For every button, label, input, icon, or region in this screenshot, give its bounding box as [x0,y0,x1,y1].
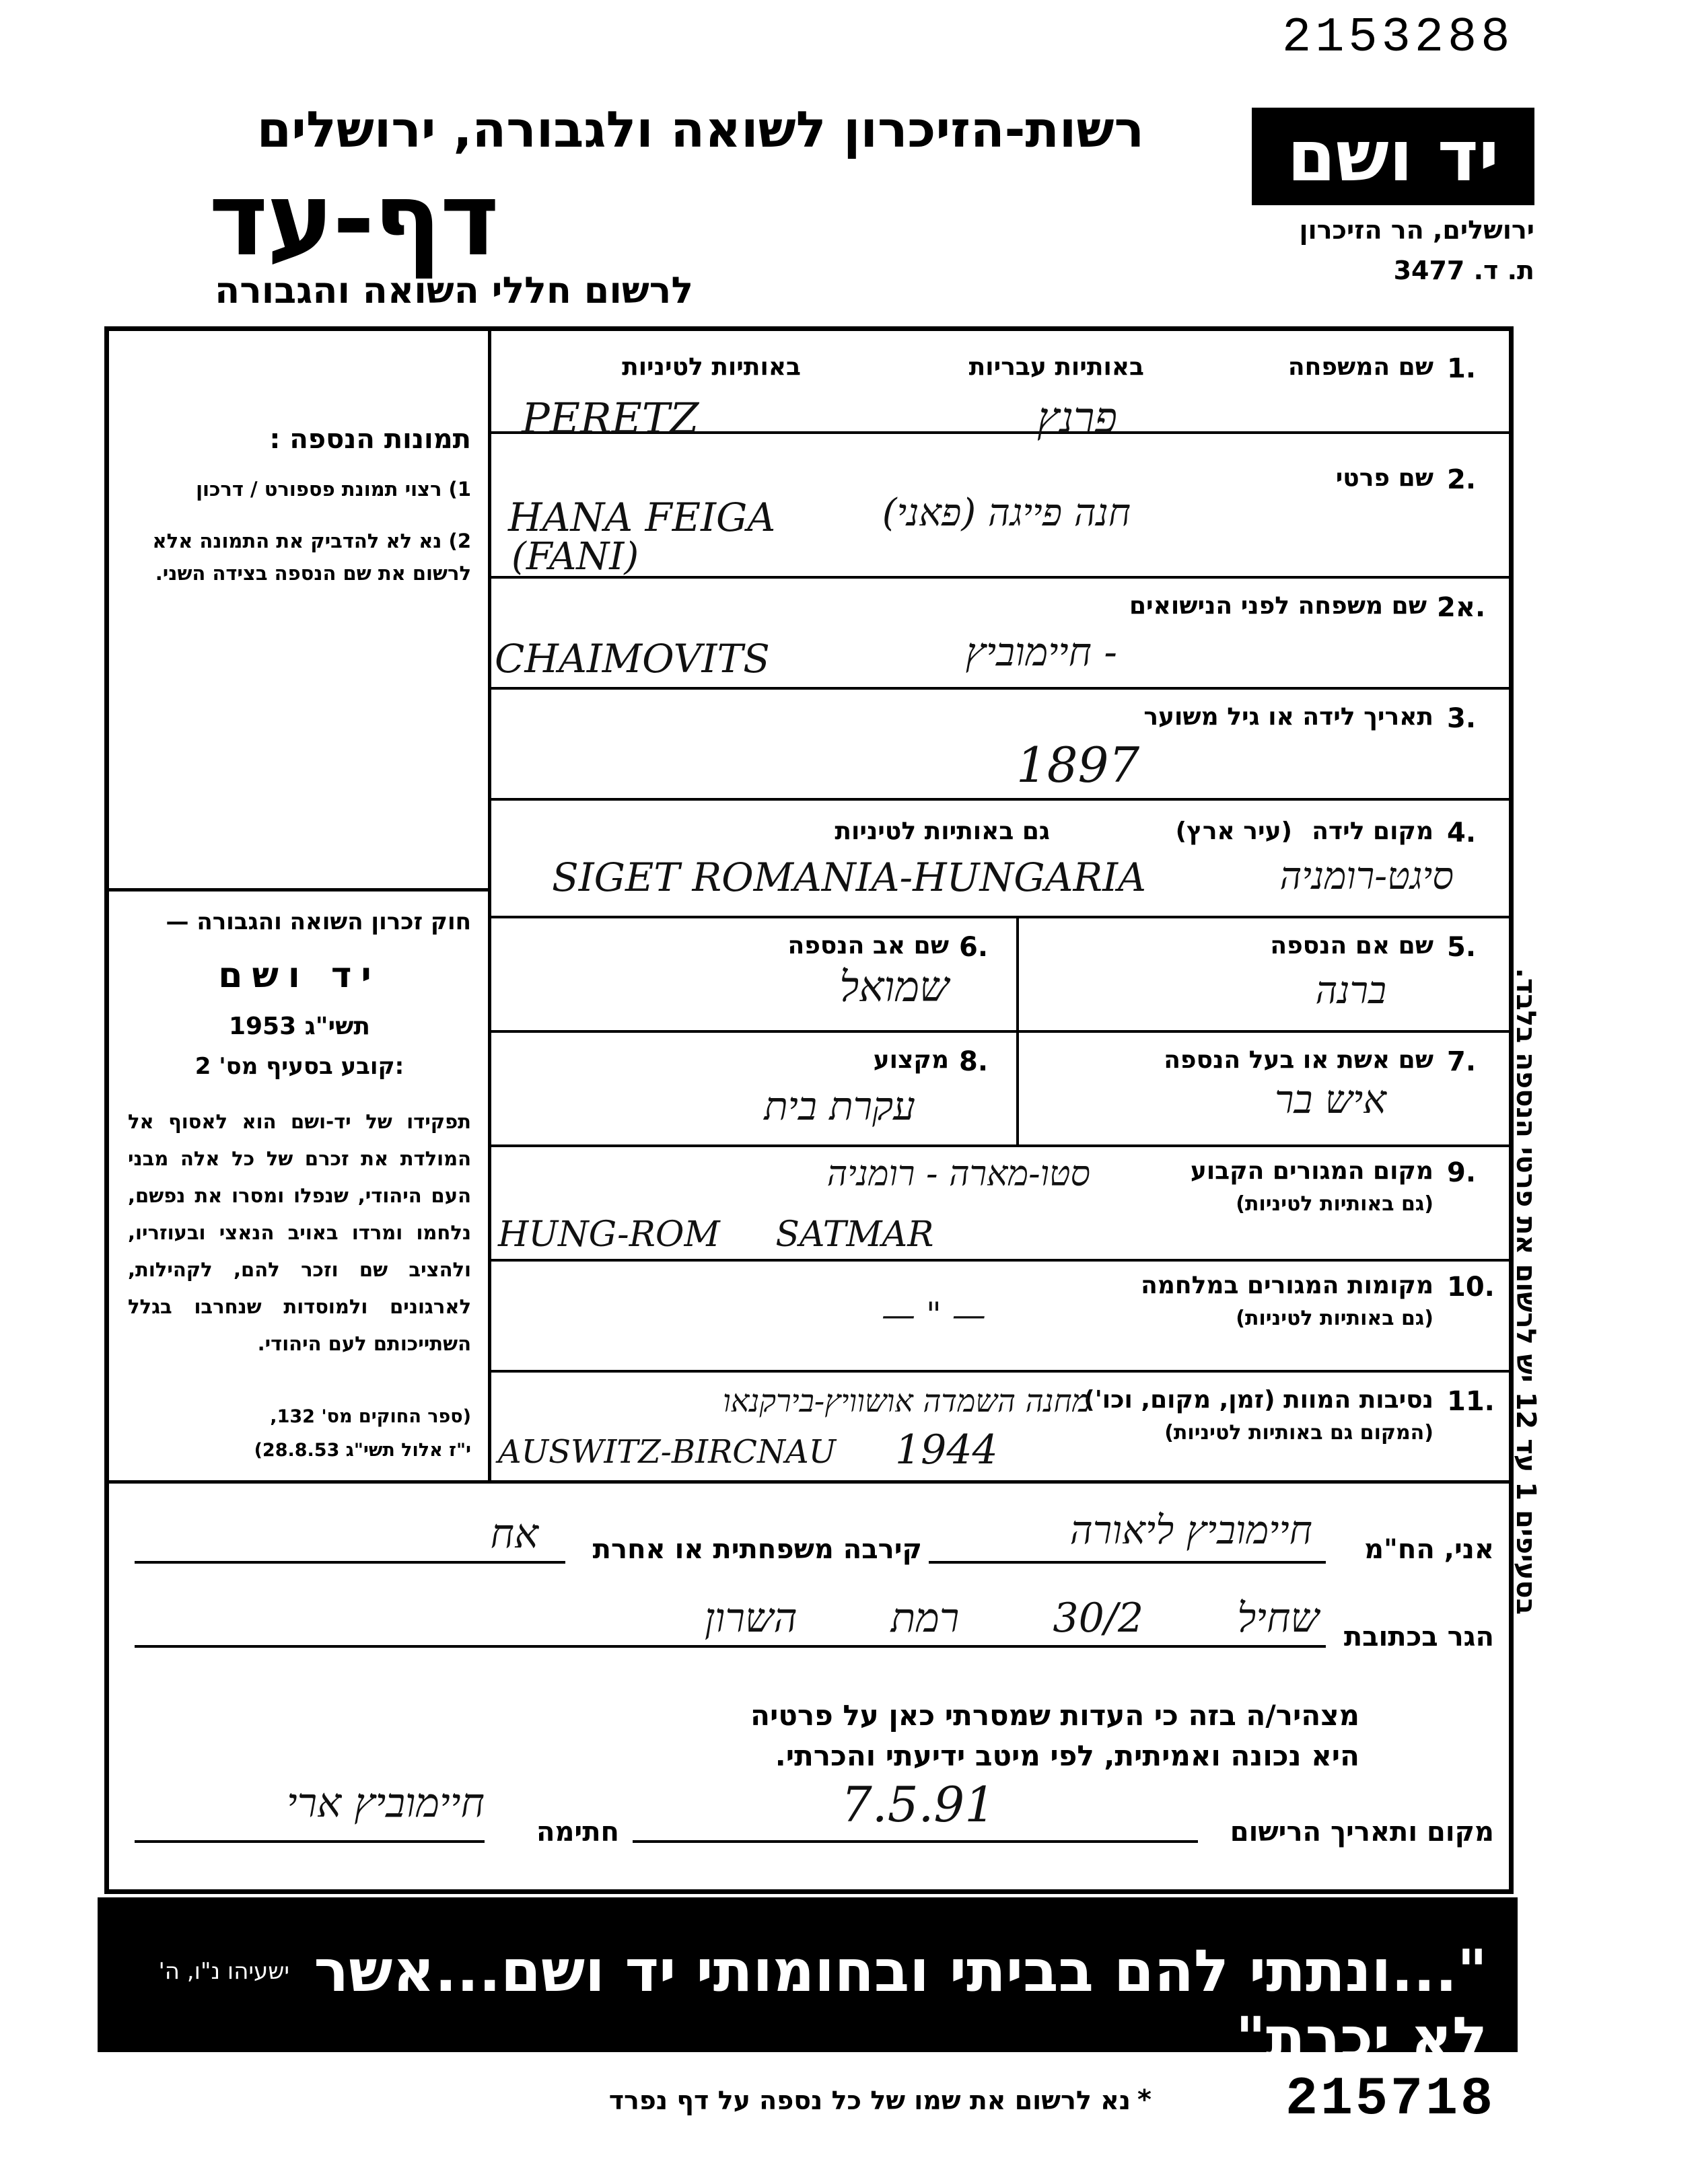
field4-sub: (עיר ארץ) [1175,817,1292,845]
field6-label: שם אב הנספה [787,932,949,959]
photo-box-item2: 2) נא לא להדביק את התמונה אלא לרשום את שם הנספה בצידה השני. [152,530,471,585]
field10-number: 10. [1447,1272,1495,1303]
field2a-hebrew-value: - חיימוביץ [965,629,1117,675]
field6-value: שמואל [839,962,949,1011]
field5-value: ברנה [1315,969,1386,1013]
relation-line [135,1561,565,1564]
field4-latin-value: SIGET ROMANIA-HUNGARIA [552,854,1146,900]
field2-latin-value2: (FANI) [511,535,639,579]
relation-label: קירבה משפחתית או אחרת [592,1534,922,1565]
side-note: בסעיפים 1 עד 12 יש לרשום את פרטי הנספה בלבד. [1510,968,1541,1615]
place-date-line [633,1840,1198,1843]
field8-label: מקצוע [873,1046,949,1074]
field11-number: 11. [1447,1386,1495,1417]
address-value: שחיל 30/2 רמת השרון [704,1595,1319,1642]
field4-number: 4. [1447,817,1477,848]
field7-number: 7. [1447,1046,1477,1077]
address-line [135,1645,1326,1648]
field2a-number: 2א. [1437,592,1486,623]
photo-box-item1: 1) רצוי תמונת פספורט / דרכון [196,478,471,501]
statement-line1: מצהיר/ה בזה כי העדות שמסרתי כאן על פרטיה [750,1699,1359,1732]
field11-label: נסיבות המוות (זמן, מקום, וכו') [1084,1386,1433,1414]
field1-number: 1. [1447,353,1477,384]
field2a-latin-value: CHAIMOVITS [495,636,770,682]
field5-number: 5. [1447,932,1477,963]
declarant-value: חיימוביץ ליאורה [1069,1507,1312,1553]
field9-number: 9. [1447,1157,1477,1188]
declarant-line [929,1561,1326,1564]
field10-label: מקומות המגורים במלחמה [1141,1272,1433,1299]
field9-sub: (גם באותיות לטיניות) [1236,1192,1433,1216]
law-source: (ספר החוקים מס' 132, [270,1406,471,1427]
field3-number: 3. [1447,703,1477,734]
footer-note: נא לרשום את שמו של כל נספה על דף נפרד [608,2086,1131,2115]
declarant-label: אני, הח"מ [1364,1534,1494,1565]
field2-hebrew-value: חנה פייגה (פאני) [882,491,1131,535]
field10-sub: (גם באותיות לטיניות) [1236,1307,1433,1330]
form-subtitle: לרשום חללי השואה והגבורה [215,269,693,312]
field1-latin-value: PERETZ [522,394,699,443]
field9-label: מקום המגורים הקבוע [1190,1157,1433,1185]
photo-box-title: תמונות הנספה : [269,424,471,455]
law-date: י"ז אלול תשי"ג 28.8.53) [254,1440,471,1461]
signature-value: חיימוביץ ארי [286,1780,485,1827]
field11-hebrew-value: מחנה השמדה אושוויץ-בירקנאו [723,1383,1090,1419]
yad-vashem-logo: יד ושם [1252,108,1534,205]
place-date-value: 7.5.91 [841,1776,996,1833]
field1-latin-col: באותיות לטיניות [622,353,801,381]
field2-latin-value: HANA FEIGA [508,495,776,540]
law-name: יד ושם [218,955,381,996]
footer-bullet: * [1137,2084,1152,2115]
field11-latin-value: AUSWITZ-BIRCNAU [498,1433,837,1471]
address-label: הגר בכתובת [1343,1622,1494,1652]
field1-label: שם המשפחה [1287,353,1433,381]
field2-label: שם פרטי [1335,464,1433,492]
field2-number: 2. [1447,464,1477,495]
field3-label: תאריך לידה או גיל משוער [1143,703,1433,731]
field3-value: 1897 [1016,737,1140,793]
banner-quote: "...ונתתי להם בביתי ובחומותי יד ושם...אשר לא יכרת" [314,1938,1487,2072]
field4-hebrew-value: סיגט-רומניה [1279,854,1454,898]
field9-hebrew-value: סטו-מארה - רומניה [826,1154,1090,1194]
field2a-label: שם משפחה לפני הנישואים [1129,592,1427,620]
banner-reference: ישעיהו נ"ו, ה' [158,1958,289,1985]
authority-heading: רשות-הזיכרון לשואה ולגבורה, ירושלים [256,101,1144,159]
logo-address-line1: ירושלים, הר הזיכרון [1299,215,1534,245]
field10-value: — " — [882,1295,986,1334]
field6-number: 6. [959,932,989,963]
field8-number: 8. [959,1046,989,1077]
field1-hebrew-col: באותיות עבריות [968,353,1144,381]
law-clause: קובע בסעיף מס' 2: [194,1053,404,1080]
field7-value: איש בר [1275,1077,1386,1122]
field9-latin-value: HUNG-ROM SATMAR [498,1214,934,1255]
law-heading: חוק זכרון השואה והגבורה — [166,908,471,935]
parents-spouse-divider [1016,918,1019,1147]
field4-label: מקום לידה [1312,817,1433,845]
law-year: תשי"ג 1953 [228,1013,371,1040]
statement-line2: היא נכונה ואמיתית, לפי מיטב ידיעתי והכרתי. [775,1739,1359,1772]
logo-address-line2: ת. ד. 3477 [1393,256,1534,285]
form-number-top: 2153288 [1282,10,1514,65]
law-body: תפקידו של יד-ושם הוא לאסוף אל המולדת את זכרם של כל אלה מבני העם היהודי, שנפלו ומסרו את נפשם, נלחמו ומרדו באויב הנאצי ובעוזריו, ולהציב שם וזכר להם, לקהילות, לארגונים ולמוסדות שנחרבו בגלל השתייכותם לעם היהודי. [128,1110,471,1355]
field7-label: שם אשת או בעל הנספה [1164,1046,1433,1074]
field1-hebrew-value: פרנץ [1036,394,1117,443]
place-date-label: מקום ותאריך הרישום [1230,1817,1494,1848]
form-title: דף-עד [209,161,498,279]
form-number-bottom: 215718 [1285,2069,1496,2130]
signature-label: חתימה [536,1817,619,1848]
relation-value: אח [490,1510,538,1558]
field11-year: 1944 [895,1426,998,1473]
field5-label: שם אם הנספה [1270,932,1433,959]
field11-sub: (המקום גם באותיות לטיניות) [1164,1421,1433,1445]
field4-latin-col: גם באותיות לטיניות [835,817,1050,845]
signature-line [135,1840,485,1843]
photo-law-divider [104,888,491,891]
field8-value: עקרת בית [764,1083,915,1129]
